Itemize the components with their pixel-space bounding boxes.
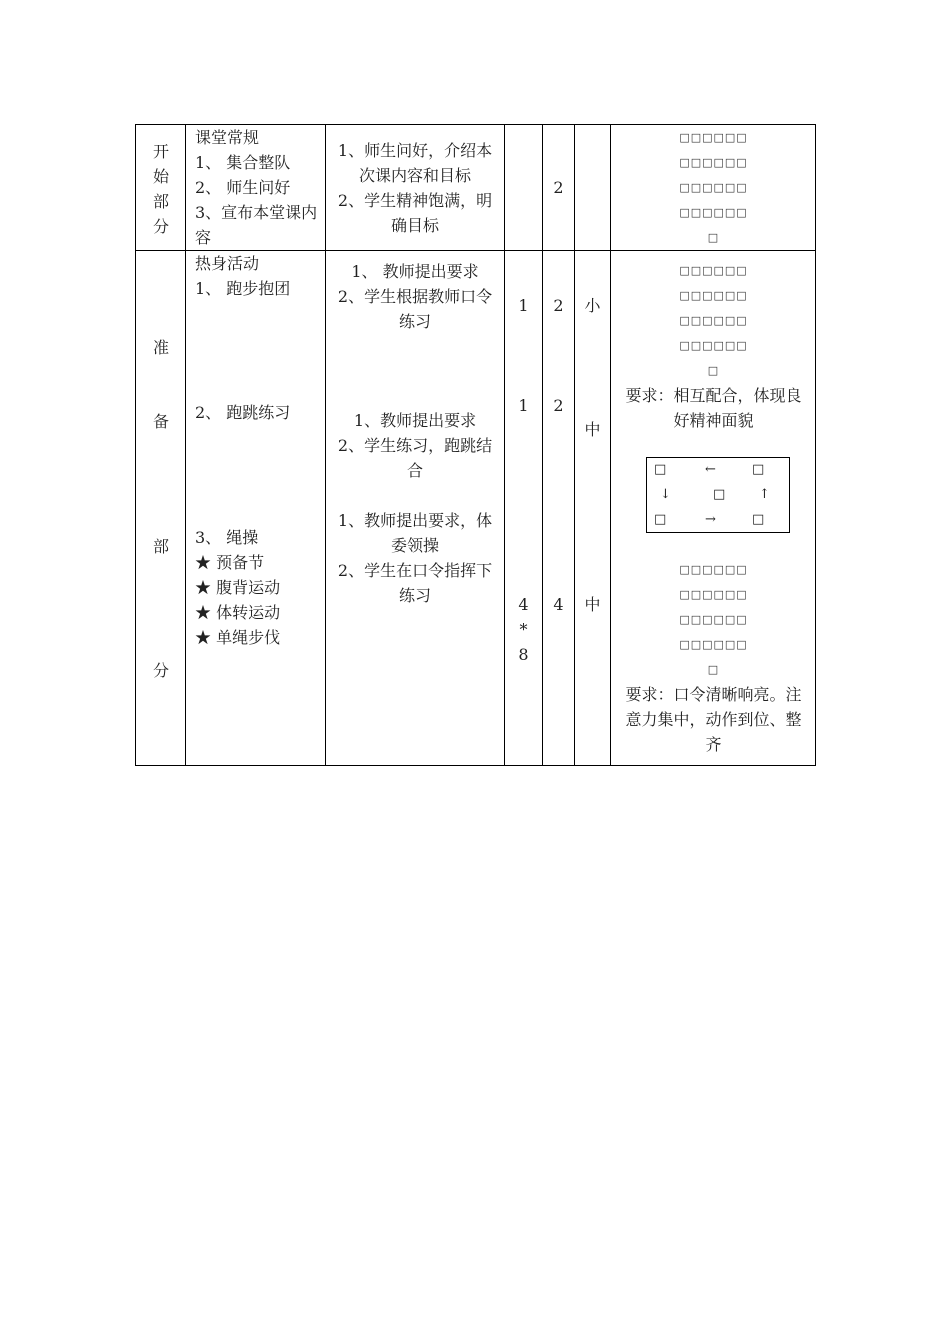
section-label-start: 开 始 部 分 bbox=[152, 142, 169, 236]
arrow-up-icon: ↑ bbox=[759, 487, 770, 502]
table-column-line bbox=[504, 125, 505, 765]
start-time: 2 bbox=[553, 178, 564, 197]
formation-diagram: □ ← □ ↓ □ ↑ □ → □ bbox=[646, 457, 790, 533]
lesson-plan-table: 开 始 部 分 课堂常规 1、 集合整队 2、 师生问好 3、宣布本堂课内 容 1、师生问好，介绍本 次课内容和目标 2、学生精神饱满，明 确目标 2 □□□□□□ □□□□□□ □□□□□□ □□□□□□ □ 准 备 部 分 热身活动 1、 跑步抱团 2、 跑跳练习 3、 绳操 ★ 预备节 ★ 腹背运动 ★ 体转运动 ★ 单绳步伐 1、 教师提出要求 2、学生根据教师口令 练习 1、教师提出要求 2、学生练习，跑跳结 合 1、教师提出要求，体 委领操 2、学生在口令指挥下 练习 1 1 4 * 8 2 2 4 小 中 中 □□□□□□ □□□□□□ □□□□□□ □□□□□□ □ 要求：相互配合，体现良 好精神面貌 □ ← □ ↓ □ ↑ □ → □ □□□□□□ □□□□□□ □□□□□□ □□□□□□ □ 要求：口令清晰响亮。注 意力集中，动作到位、整 齐 bbox=[135, 124, 816, 766]
table-column-line bbox=[542, 125, 543, 765]
arrow-left-icon: ← bbox=[705, 462, 716, 477]
table-column-line bbox=[574, 125, 575, 765]
arrow-right-icon: → bbox=[705, 512, 716, 527]
arrow-down-icon: ↓ bbox=[660, 487, 671, 502]
